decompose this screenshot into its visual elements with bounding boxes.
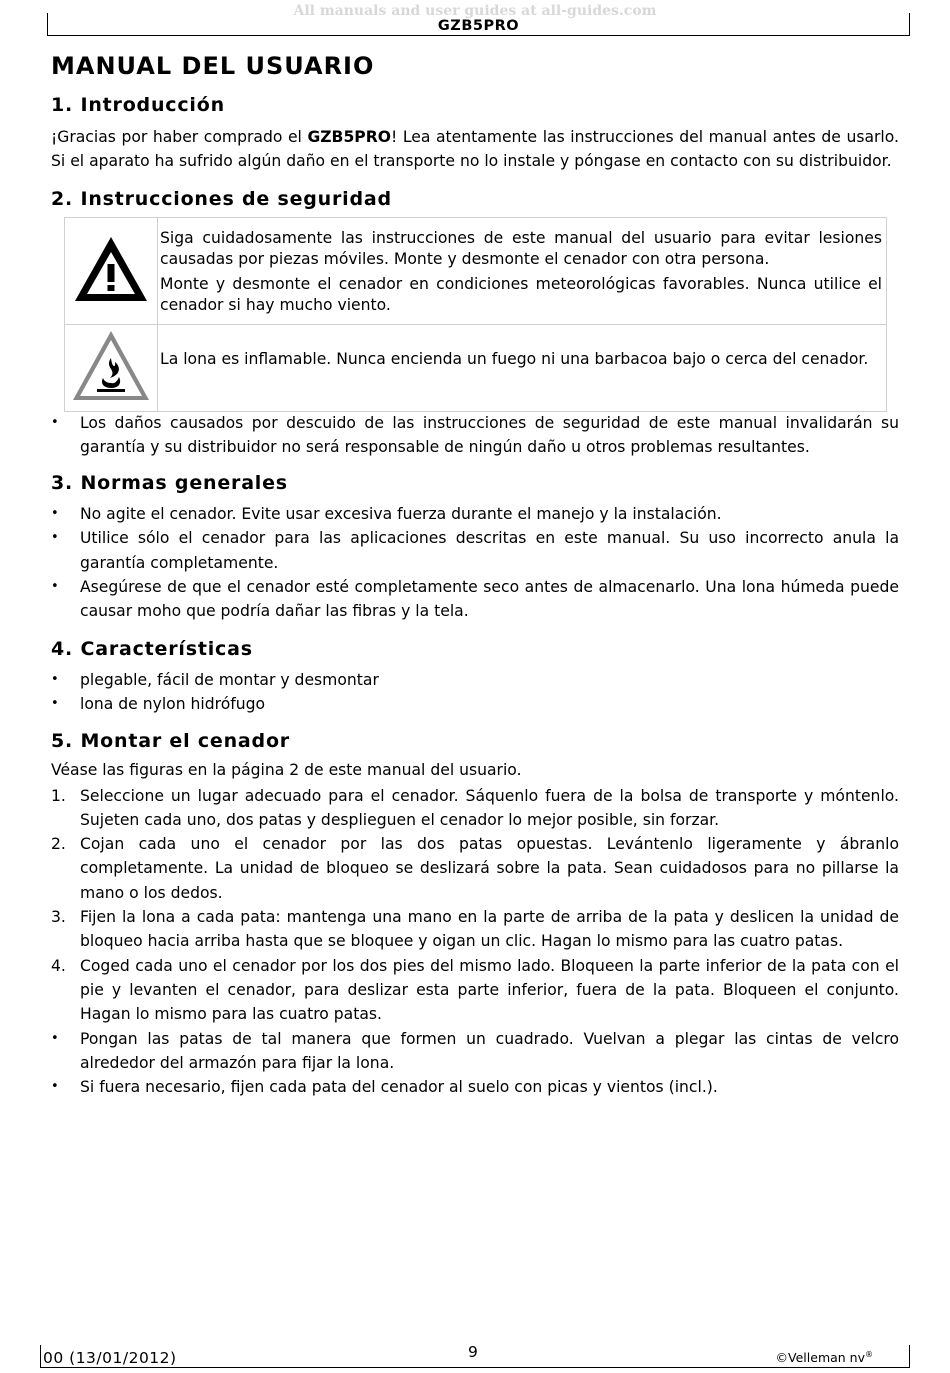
footer-copyright [776, 1350, 873, 1365]
warning-paragraph-1: Siga cuidadosamente las instrucciones de este manual del usuario para evitar lesiones causadas por piezas móviles. Monte y desmonte el cenador con otra persona. [160, 228, 882, 268]
intro-text-before: ¡Gracias por haber comprado el [51, 128, 308, 146]
list-item [51, 784, 899, 833]
section-5-heading: 5. Montar el cenador [51, 730, 290, 753]
warning-text-cell [158, 217, 887, 324]
assembly-bullet-list [51, 1027, 899, 1100]
section-4-heading: 4. Características [51, 637, 253, 660]
step-number: 3. [51, 908, 66, 927]
safety-row-warning [65, 217, 887, 324]
page-content [51, 52, 899, 1099]
step-number: 2. [51, 835, 66, 854]
list-item [51, 905, 899, 954]
page-footer [40, 1345, 910, 1368]
registered-mark: ® [865, 1349, 873, 1359]
intro-paragraph [51, 125, 899, 174]
list-item: • Utilice sólo el cenador para las aplicaciones descritas en este manual. Su uso incorrecto anula la garantía completamente. [51, 526, 899, 575]
list-item [51, 954, 899, 1027]
step-text: Coged cada uno el cenador por los dos pies del mismo lado. Bloqueen la parte inferior de la pata con el pie y levanten el cenador, para deslizar esta parte inferior, fuera de la pata. Bloqueen el conjunto. Hagan lo mismo para las cuatro patas. [80, 956, 899, 1024]
step-text: Fijen la lona a cada pata: mantenga una mano en la parte de arriba de la pata y deslicen la unidad de bloqueo hacia arriba hasta que se bloquee y oigan un clic. Hagan lo mismo para las cuatro patas. [80, 908, 899, 951]
list-item: • Asegúrese de que el cenador esté completamente seco antes de almacenarlo. Una lona húmeda puede causar moho que podría dañar las fibras y la tela. [51, 575, 899, 624]
step-text: Seleccione un lugar adecuado para el cenador. Sáquenlo fuera de la bolsa de transporte y móntenlo. Sujeten cada uno, dos patas y desplieguen el cenador lo mejor posible, sin forzar. [80, 786, 899, 829]
header-model: GZB5PRO [437, 18, 520, 34]
list-item [51, 832, 899, 905]
section-1-heading: 1. Introducción [51, 94, 225, 116]
warning-icon-cell [65, 217, 158, 324]
warning-paragraph-2: Monte y desmonte el cenador en condiciones meteorológicas favorables. Nunca utilice el cenador si hay mucho viento. [160, 274, 882, 314]
step-number: 4. [51, 956, 66, 975]
intro-text-after: ! Lea atentamente las instrucciones del manual antes de usarlo. Si el aparato ha sufrido algún daño en el transporte no lo instale y póngase en contacto con su distribuidor. [51, 128, 899, 171]
flammable-warning-icon [70, 328, 152, 404]
assembly-intro: Véase las figuras en la página 2 de este manual del usuario. [51, 761, 522, 780]
footer-page-number: 9 [468, 1343, 478, 1361]
step-number: 1. [51, 786, 66, 805]
list-item: • lona de nylon hidrófugo [51, 692, 899, 716]
flammable-icon-cell [65, 324, 158, 411]
intro-model-bold: GZB5PRO [307, 128, 391, 146]
flammable-text-cell [158, 324, 887, 411]
list-item: • Si fuera necesario, fijen cada pata del cenador al suelo con picas y vientos (incl.). [51, 1075, 899, 1099]
features-list [51, 668, 899, 717]
safety-row-flammable [65, 324, 887, 411]
list-item: • Los daños causados por descuido de las instrucciones de seguridad de este manual invalidarán su garantía y su distribuidor no será responsable de ningún daño u otros problemas resultantes. [51, 411, 899, 460]
page-header [47, 13, 910, 36]
step-text: Cojan cada uno el cenador por las dos patas opuestas. Levántenlo ligeramente y ábranlo completamente. La unidad de bloqueo se deslizará sobre la pata. Sean cuidadosos para no pillarse la mano o los dedos. [80, 835, 899, 902]
safety-bullet-list [51, 411, 899, 460]
safety-table [64, 217, 887, 412]
warning-triangle-icon [71, 233, 151, 305]
list-item: • No agite el cenador. Evite usar excesiva fuerza durante el manejo y la instalación. [51, 502, 899, 526]
copyright-text: ©Velleman nv [775, 1350, 865, 1365]
section-3-heading: 3. Normas generales [51, 472, 288, 495]
list-item: • Pongan las patas de tal manera que formen un cuadrado. Vuelvan a plegar las cintas de velcro alrededor del armazón para fijar la lona. [51, 1027, 899, 1076]
watermark: All manuals and user guides at all-guides.com [293, 3, 657, 19]
section-2-heading: 2. Instrucciones de seguridad [51, 187, 392, 210]
list-item: • plegable, fácil de montar y desmontar [51, 668, 899, 692]
footer-version: 00 (13/01/2012) [43, 1349, 177, 1367]
page-title: MANUAL DEL USUARIO [51, 52, 375, 80]
flammable-paragraph: La lona es inflamable. Nunca encienda un fuego ni una barbacoa bajo o cerca del cenador. [160, 349, 869, 368]
assembly-steps-list [51, 784, 899, 1027]
general-rules-list [51, 502, 899, 623]
